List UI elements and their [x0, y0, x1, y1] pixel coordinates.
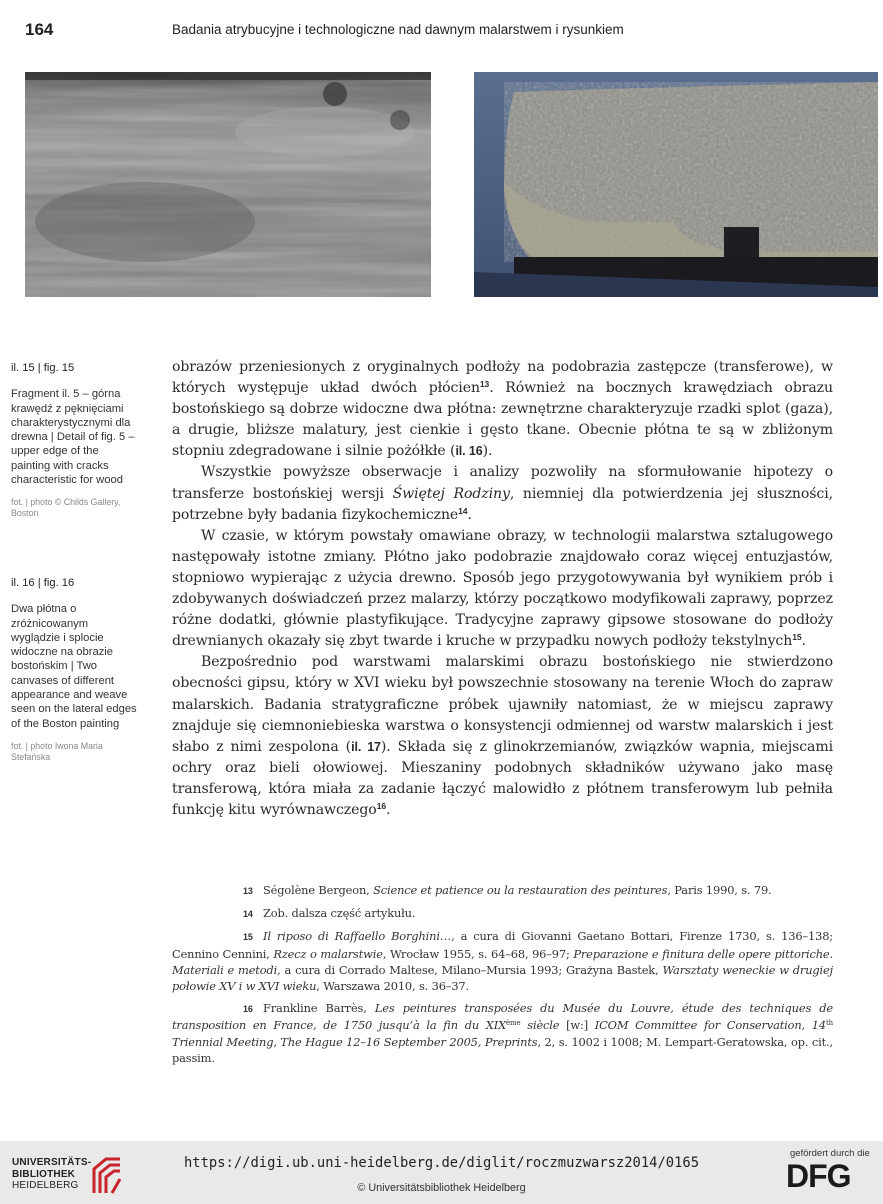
copyright-notice: © Universitätsbibliothek Heidelberg: [357, 1182, 526, 1194]
paragraph-1: obrazów przeniesionych z oryginalnych podłoży na podobrazia zastępcze (transferowe), w których występuje układ dwóch płócien$^{13}$. Również na bocznych krawędziach obrazu bostońskiego są dobrze widoczne dwa płótna: zewnętrzne charakteryzuje rzadki splot (gaza), a drugie, bliższe malatury, jest cienkie i gęsto tkane. Obecnie płótna te są w zbliżonym stopniu zdegradowane i silnie pożółkłe (il. 16).: [172, 359, 833, 460]
figure-16-label: il. 16 | fig. 16: [11, 577, 75, 589]
library-line-3: HEIDELBERG: [12, 1180, 79, 1191]
footnote-15: 15 Il riposo di Raffaello Borghini…, a cura di Giovanni Gaetano Bottari, Firenze 1730, s. 136–138; Cennino Cennini, Rzecz o malarstwie, Wrocław 1955, s. 64–68, 96–97; Preparazione e finitura delle opere pittoriche. Materiali e metodi, a cura di Corrado Maltese, Milano–Mursia 1993; Grażyna Bastek, Warsztaty weneckie w drugiej połowie XV i w XVI wieku, Warszawa 2010, s. 36–37.: [172, 929, 833, 994]
figure-15-credit: fot. | photo © Childs Gallery, Boston: [11, 497, 121, 519]
paragraph-3: W czasie, w którym powstały omawiane obrazy, w technologii malarstwa sztalugowego następowały istotne zmiany. Płótno jako podobrazie znajdowało coraz więcej entuzjastów, stopniowo wypierając z użycia drewno. Sposób jego przygotowywania był wynikiem prób i zdobywanych doświadczeń przez malarzy, którzy początkowo modyfikowali zaprawy, poprzez różne dodatki, głównie plastyfikujące. Tradycyjne zaprawy gipsowe stosowane do podłoży drewnianych okazały się zbyt twarde i kruche w przypadku nowych podłoży tekstylnych$^{15}$.: [172, 527, 833, 650]
main-text: [172, 357, 833, 821]
footer-bar: [0, 1141, 883, 1204]
figure-16-credit: fot. | photo Iwona Maria Stefańska: [11, 740, 103, 762]
figure-15-caption-block: [11, 361, 139, 519]
footnote-13: 13 Ségolène Bergeon, Science et patience ou la restauration des peintures, Paris 1990, s. 79.: [243, 883, 772, 897]
figure-16-caption: Dwa płótna o zróżnicowanym wyglądzie i splocie widoczne na obrazie bostońskim | Two canvases of different appearance and weave seen on the lateral edges of the Boston painting: [11, 603, 137, 730]
page-number: 164: [25, 20, 54, 39]
library-line-2: BIBLIOTHEK: [12, 1168, 76, 1180]
footnote-ref-15[interactable]: 15: [792, 632, 802, 643]
figure-ref-17[interactable]: il. 17: [351, 739, 381, 754]
digital-copy-url[interactable]: https://digi.ub.uni-heidelberg.de/diglit/roczmuzwarsz2014/0165: [184, 1155, 699, 1171]
library-line-1: UNIVERSITÄTS-: [12, 1157, 92, 1168]
figure-15-label: il. 15 | fig. 15: [11, 362, 75, 374]
paragraph-4: Bezpośrednio pod warstwami malarskimi obrazu bostońskiego nie stwierdzono obecności gipsu, który w XVI wieku był powszechnie stosowany na terenie Włoch do zapraw malarskich. Badania stratygraficzne próbek ujawniły natomiast, że w miejscu zaprawy znajduje się ciemnoniebieska warstwa o konsystencji odmiennej od warstw malarskich i jest słabo z nimi zespolona (il. 17). Składa się z glinokrzemianów, związków wapnia, miejscami ochry oraz bieli ołowiowej. Mieszaniny podobnych składników używano jako masę transferową, która miała za zadanie łączyć malowidło z płótnem transferowym lub pełniła funkcję kitu wyrównawczego$^{16}$.: [172, 654, 833, 818]
funded-by-label: gefördert durch die: [790, 1148, 870, 1159]
footnote-ref-13[interactable]: 13: [479, 379, 490, 390]
footnotes: [172, 882, 833, 1072]
footnote-ref-16[interactable]: 16: [376, 800, 386, 811]
footnote-14: 14 Zob. dalsza część artykułu.: [243, 906, 416, 921]
dfg-funding-logo[interactable]: [784, 1148, 876, 1198]
footnote-ref-14[interactable]: 14: [458, 505, 468, 516]
figure-16-image: [474, 72, 878, 297]
figure-ref-16[interactable]: il. 16: [455, 444, 483, 459]
running-title: Badania atrybucyjne i technologiczne nad dawnym malarstwem i rysunkiem: [172, 22, 624, 37]
figure-16-caption-block: [11, 576, 139, 763]
dfg-logo-icon: DFG: [786, 1158, 851, 1194]
figure-15-caption: Fragment il. 5 – górna krawędź z pęknięciami charakterystycznymi dla drewna | Detail of fig. 5 – upper edge of the painting with cracks characteristic for wood: [11, 388, 135, 487]
figure-15-image: [25, 72, 431, 297]
paragraph-2: Wszystkie powyższe obserwacje i analizy pozwoliły na sformułowanie hipotezy o transferze bostońskiej wersji Świętej Rodziny, niemniej dla potwierdzenia jej słuszności, potrzebne były badania fizykochemiczne$^{14}$.: [172, 464, 833, 523]
footnote-16: 16 Frankline Barrès, Les peintures transposées du Musée du Louvre, étude des techniques de transposition en France, de 1750 jusqu’à la fin du XIXème siècle [w:] ICOM Committee for Conservation, 14th Triennial Meeting, The Hague 12–16 September 2005, Preprints, 2, s. 1002 i 1008; M. Lempart-Geratowska, op. cit., passim.: [172, 1001, 833, 1065]
